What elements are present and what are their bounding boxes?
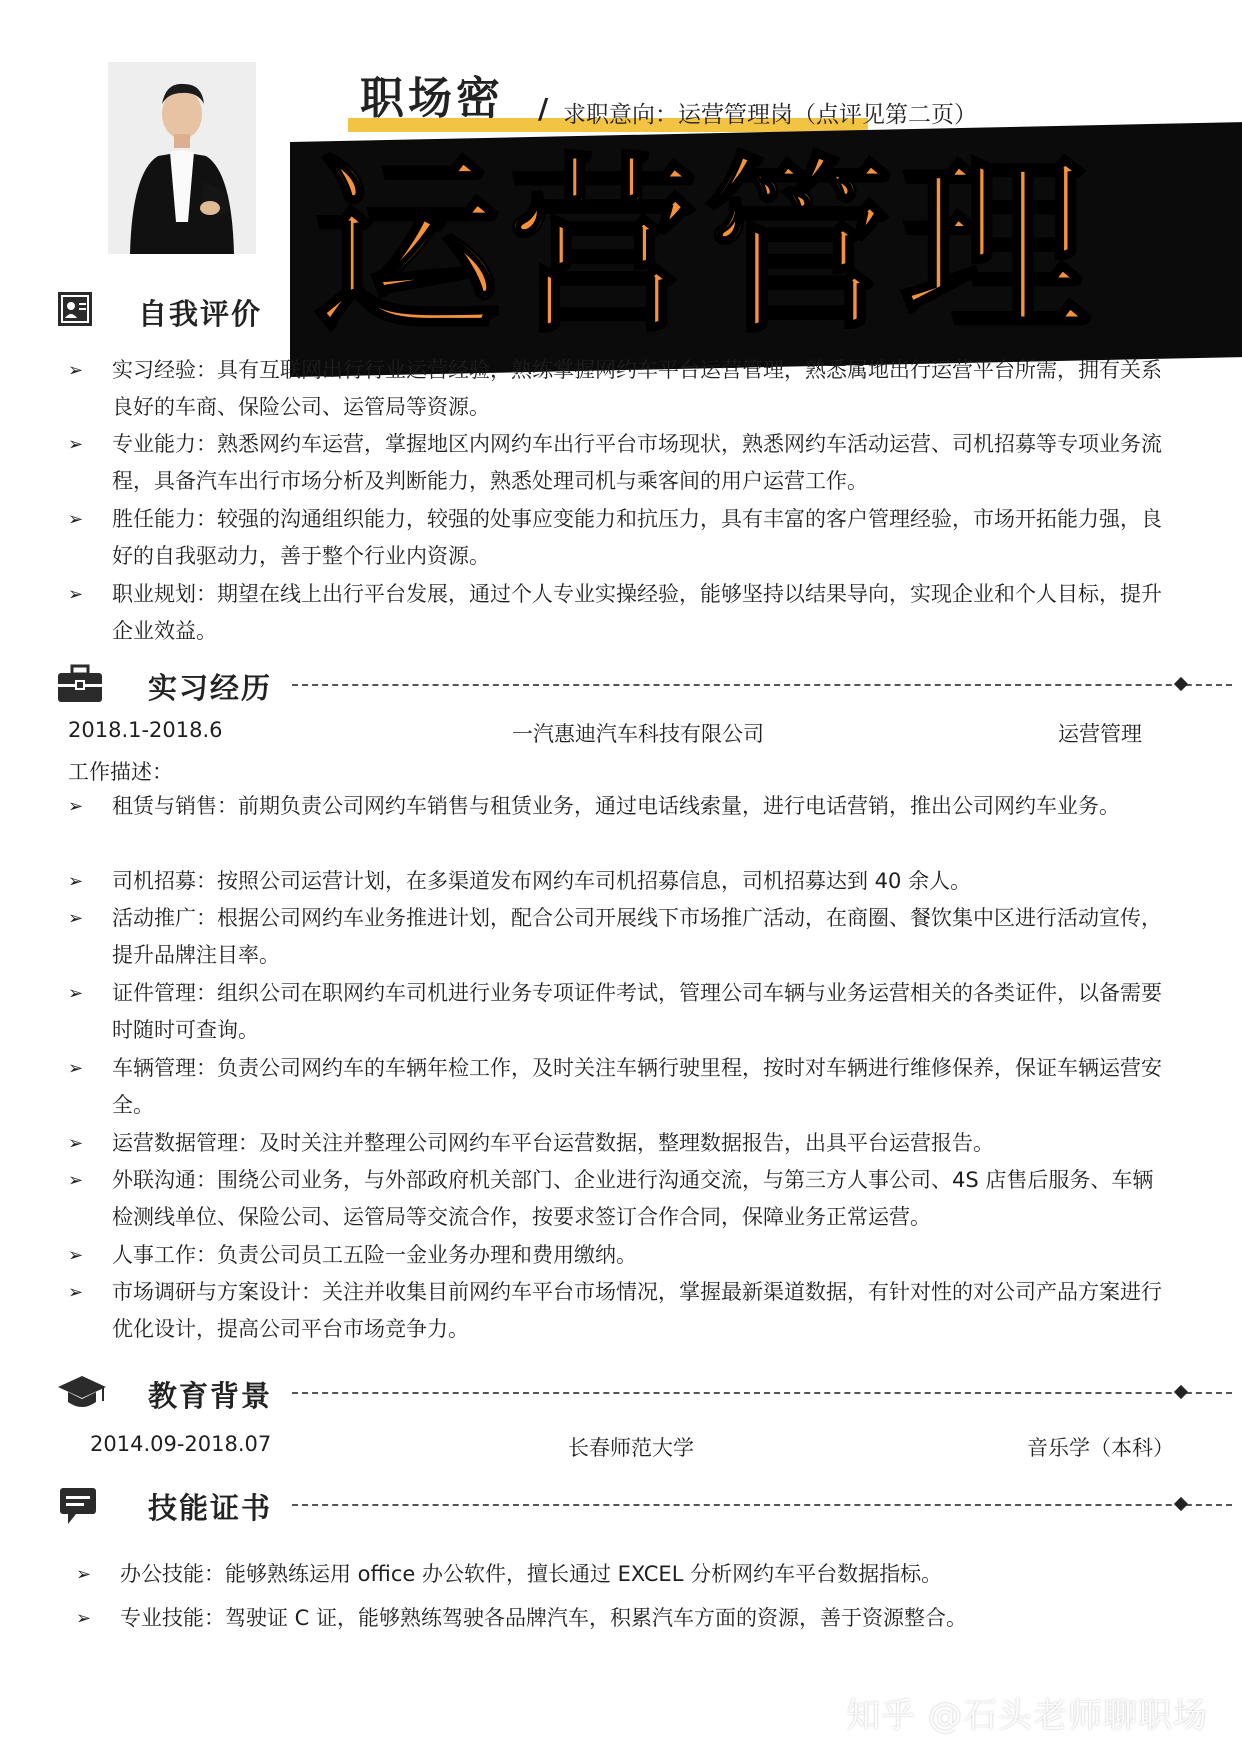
banner-title: 运营管理	[312, 137, 1097, 358]
bullet-arrow-icon: ➢	[68, 1282, 84, 1303]
bullet-arrow-icon: ➢	[68, 1245, 84, 1266]
section-header-skills	[56, 1480, 1186, 1530]
bullet-arrow-icon: ➢	[68, 1058, 84, 1079]
section-title-internship: 实习经历	[148, 671, 273, 705]
profile-photo	[108, 62, 256, 254]
watermark: 知乎 @石头老师聊职场	[846, 1696, 1208, 1736]
bullet-arrow-icon: ➢	[68, 983, 84, 1004]
education-major: 音乐学（本科）	[1027, 1436, 1174, 1460]
section-title-skills: 技能证书	[148, 1491, 273, 1525]
bullet-arrow-icon: ➢	[68, 434, 84, 455]
bullet-arrow-icon: ➢	[68, 509, 84, 530]
section-title-education: 教育背景	[148, 1379, 273, 1413]
bullet-arrow-icon: ➢	[68, 796, 84, 817]
divider-end-dot	[1174, 1497, 1188, 1511]
bullet-arrow-icon: ➢	[76, 1564, 92, 1585]
speech-bubble-icon	[56, 1484, 104, 1526]
internship-period: 2018.1-2018.6	[68, 718, 223, 742]
job-intent: 求职意向：运营管理岗（点评见第二页）	[563, 102, 977, 128]
bullet-arrow-icon: ➢	[68, 1170, 84, 1191]
bullet-arrow-icon: ➢	[68, 584, 84, 605]
bullet-arrow-icon: ➢	[76, 1608, 92, 1629]
brand-title: 职场密	[360, 73, 504, 124]
section-header-self-eval	[56, 286, 1186, 336]
bullet-arrow-icon: ➢	[68, 360, 84, 381]
education-school: 长春师范大学	[568, 1436, 694, 1460]
section-divider	[292, 1392, 1232, 1394]
section-divider	[292, 684, 1232, 686]
bullet-arrow-icon: ➢	[68, 908, 84, 929]
divider-end-dot	[1174, 677, 1188, 691]
section-title-self-eval: 自我评价	[138, 297, 263, 331]
bullet-arrow-icon: ➢	[68, 1133, 84, 1154]
graduation-cap-icon	[56, 1372, 104, 1414]
id-card-icon	[56, 290, 104, 332]
bullet-arrow-icon: ➢	[68, 871, 84, 892]
section-divider	[292, 1504, 1232, 1506]
work-description-label: 工作描述：	[68, 760, 173, 784]
brand-separator: /	[538, 92, 549, 125]
divider-end-dot	[1174, 1385, 1188, 1399]
internship-position: 运营管理	[1058, 722, 1142, 746]
education-period: 2014.09-2018.07	[90, 1432, 272, 1456]
resume-page: 职场密 / 求职意向：运营管理岗（点评见第二页） 运营管理 自我评价 ➢ 实习经验：具有互联网出行行业运营经验，熟练掌握网约车平台运营管理，熟悉属地出行运营平台所需，拥有关系良好的车商、保险公司、运管局等资源。 ➢ 专业能力：熟悉网约车运营，掌握地区内网约车出行平台市场现状，熟悉网约车活动运营、司机招募等专项业务流程，具备汽车出行市场分析及判断能力，熟悉处理司机与乘客间的用户运营工作。 ➢ 胜任能力：较强的沟通组织能力，较强的处事应变能力和抗压力，具有丰富的客户管理经验，市场开拓能力强，良好的自我驱动力，善于整个行业内资源。 ➢ 职业规划：期望在线上出行平台发展，通过个人专业实操经验，能够坚持以结果导向，实现企业和个人目标，提升企业效益。 实习经历 2018.1-2018.6 一汽惠迪汽车科技有限公司 运营管理 工作描述： ➢ 租赁与销售：前期负责公司网约车销售与租赁业务，通过电话线索量，进行电话营销，推出公司网约车业务。 ➢ 司机招募：按照公司运营计划，在多渠道发布网约车司机招募信息，司机招募达到 40 余人。 ➢ 活动推广：根据公司网约车业务推进计划，配合公司开展线下市场推广活动，在商圈、餐饮集中区进行活动宣传，提升品牌注目率。 ➢ 证件管理：组织公司在职网约车司机进行业务专项证件考试，管理公司车辆与业务运营相关的各类证件，以备需要时随时可查询。 ➢ 车辆管理：负责公司网约车的车辆年检工作，及时关注车辆行驶里程，按时对车辆进行维修保养，保证车辆运营安全。 ➢ 运营数据管理：及时关注并整理公司网约车平台运营数据，整理数据报告，出具平台运营报告。 ➢ 外联沟通：围绕公司业务，与外部政府机关部门、企业进行沟通交流，与第三方人事公司、4S 店售后服务、车辆检测线单位、保险公司、运管局等交流合作，按要求签订合作合同，保障业务正常运营。 ➢ 人事工作：负责公司员工五险一金业务办理和费用缴纳。 ➢ 市场调研与方案设计：关注并收集目前网约车平台市场情况，掌握最新渠道数据，有针对性的对公司产品方案进行优化设计，提高公司平台市场竞争力。 教育背景 2014.09-2018.07 长春师范大学 音乐学（本科） 技能证书 ➢ 办公技能：能够熟练运用 office 办公软件，擅长通过 EXCEL 分析网约车平台数据指标。 ➢ 专业技能：驾驶证 C 证，能够熟练驾驶各品牌汽车，积累汽车方面的资源，善于资源整合。 知乎 @石头老师聊职场	[0, 0, 1242, 1757]
briefcase-icon	[56, 664, 104, 706]
section-header-education	[56, 1368, 1186, 1418]
internship-company: 一汽惠迪汽车科技有限公司	[512, 722, 764, 746]
section-header-internship	[56, 660, 1186, 710]
